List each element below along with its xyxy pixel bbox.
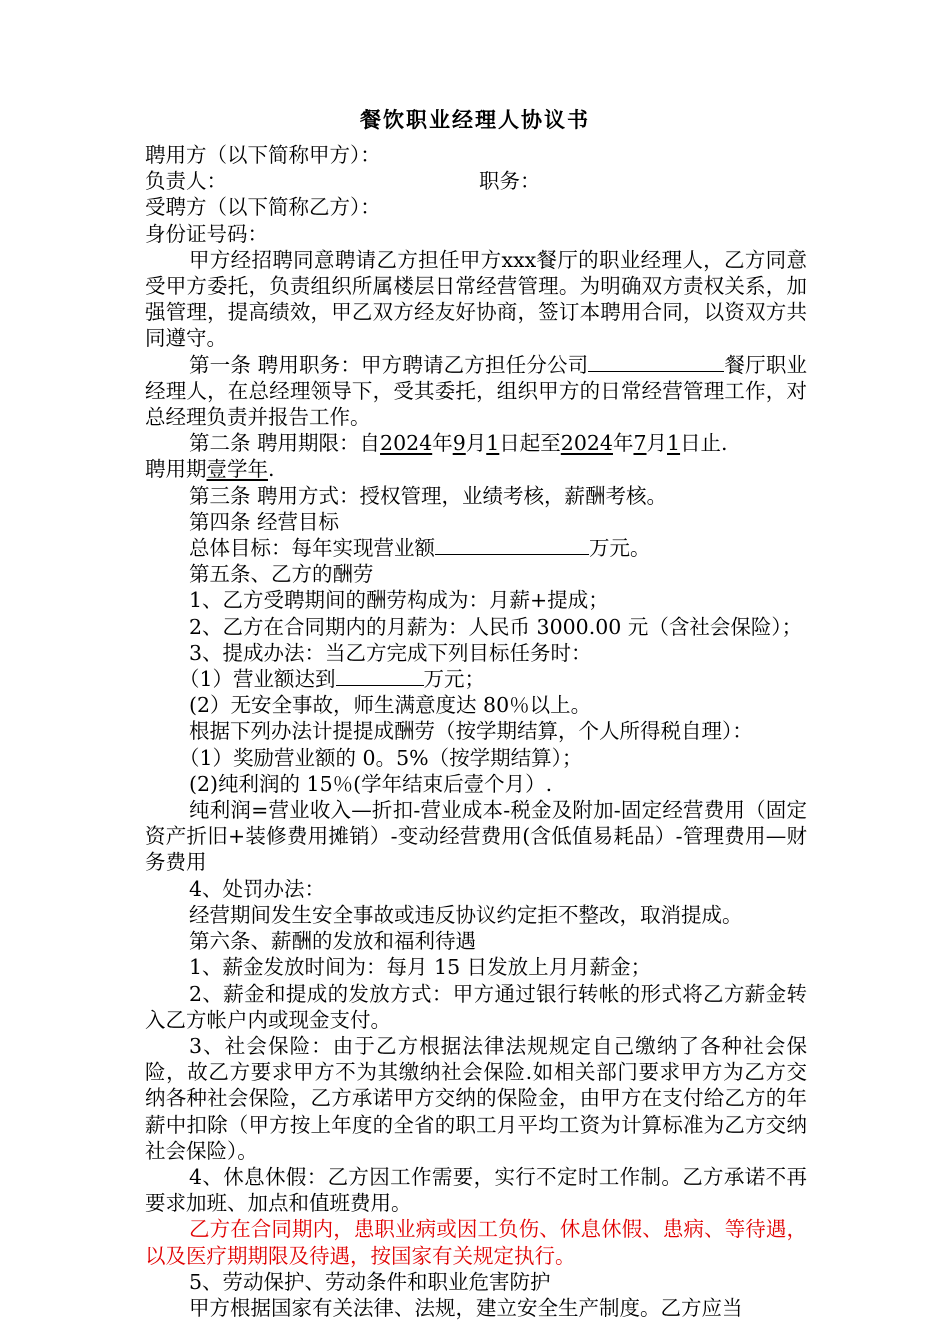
article-2-text: 日起至 (499, 431, 561, 456)
article-5-item-2: 2、乙方在合同期内的月薪为：人民币 3000.00 元（含社会保险）； (189, 614, 803, 639)
article-1-b: 餐厅职业经理人，在总经理领导下，受其委托，组织甲方的日常经营管理工作，对总经理负责并报告工作。 (145, 352, 808, 430)
article-5-item-4: 4、处罚办法： (189, 876, 326, 901)
employer-line: 聘用方（以下简称甲方）： (145, 143, 381, 167)
article-6-item-5: 5、劳动保护、劳动条件和职业危害防护 (189, 1269, 551, 1294)
article-6-item-5-text: 甲方根据国家有关法律、法规，建立安全生产制度。乙方应当 (189, 1295, 743, 1320)
condition-1 (145, 666, 807, 692)
article-5-item-1: 1、乙方受聘期间的酬劳构成为：月薪+提成； (189, 588, 609, 613)
blank-target (336, 667, 424, 686)
article-2-a: 第二条 聘用期限：自 (189, 431, 381, 456)
article-4-goal (145, 535, 807, 561)
start-month: 9 (452, 431, 466, 456)
condition-2: (2）无安全事故，师生满意度达 80％以上。 (189, 693, 592, 718)
condition-1-b: 万元； (423, 667, 486, 692)
responsible-label: 负责人： (145, 169, 227, 194)
article-6-title: 第六条、薪酬的发放和福利待遇 (189, 929, 476, 954)
document-body (145, 142, 807, 1321)
blank-branch (588, 353, 724, 372)
penalty-text: 经营期间发生安全事故或违反协议约定拒不整改，取消提成。 (189, 902, 743, 927)
goal-unit: 万元。 (589, 536, 651, 561)
period-end: . (268, 457, 275, 482)
article-2 (145, 430, 807, 456)
position-label: 职务： (479, 169, 541, 194)
reward-2: (2)纯利润的 15％(学年结束后壹个月）. (189, 771, 553, 796)
article-3: 第三条 聘用方式：授权管理，业绩考核，薪酬考核。 (189, 483, 668, 508)
profit-formula: 纯利润=营业收入—折扣-营业成本-税金及附加-固定经营费用（固定资产折旧+装修费用摊销）-变动经营费用(含低值易耗品）-管理费用—财务费用 (145, 798, 807, 875)
article-6-item-2: 2、薪金和提成的发放方式：甲方通过银行转帐的形式将乙方薪金转入乙方帐户内或现金支付。 (145, 981, 807, 1032)
responsible-row (145, 168, 807, 194)
calc-method: 根据下列办法计提提成酬劳（按学期结算，个人所得税自理）： (189, 719, 753, 744)
article-2-text: 年 (432, 431, 453, 456)
start-day: 1 (486, 431, 500, 456)
start-year: 2024 (380, 431, 433, 456)
employee-line: 受聘方（以下简称乙方）： (145, 195, 381, 220)
article-6-item-1: 1、薪金发放时间为：每月 15 日发放上月月薪金； (189, 955, 652, 980)
id-number-line: 身份证号码： (145, 221, 268, 246)
condition-1-a: （1）营业额达到 (179, 667, 336, 692)
article-2-text: 月 (465, 431, 487, 456)
goal-label: 总体目标：每年实现营业额 (189, 536, 435, 561)
period-value: 壹学年 (206, 457, 268, 482)
document-title: 餐饮职业经理人协议书 (360, 107, 590, 132)
end-year: 2024 (560, 431, 613, 456)
article-6-highlight: 乙方在合同期内，患职业病或因工负伤、休息休假、患病、等待遇，以及医疗期期限及待遇，按国家有关规定执行。 (145, 1217, 807, 1268)
article-4-title: 第四条 经营目标 (189, 509, 340, 534)
article-1-a: 第一条 聘用职务：甲方聘请乙方担任分公司 (189, 352, 589, 377)
article-2-period (145, 456, 807, 482)
intro-paragraph: 甲方经招聘同意聘请乙方担任甲方xxx餐厅的职业经理人，乙方同意受甲方委托，负责组织所属楼层日常经营管理。为明确双方责权关系，加强管理，提高绩效，甲乙双方经友好协商，签订本聘用合同，以资双方共同遵守。 (145, 247, 807, 351)
article-2-text: 年 (612, 431, 634, 456)
reward-1: （1）奖励营业额的 0。5%（按学期结算）； (179, 745, 583, 770)
article-6-item-3: 3、社会保险：由于乙方根据法律法规规定自己缴纳了各种社会保险，故乙方要求甲方不为其缴纳社会保险.如相关部门要求甲方为乙方交纳各种社会保险，乙方承诺甲方交纳的保险金，由甲方在支付给乙方的年薪中扣除（甲方按上年度的全省的职工月平均工资为计算标准为乙方交纳社会保险）。 (145, 1033, 807, 1163)
period-label: 聘用期 (145, 457, 207, 482)
end-month: 7 (633, 431, 647, 456)
blank-revenue (435, 536, 589, 555)
article-5-title: 第五条、乙方的酬劳 (189, 562, 374, 587)
article-1 (145, 352, 807, 431)
article-5-item-3: 3、提成办法：当乙方完成下列目标任务时： (189, 640, 592, 665)
article-2-text: 日止. (680, 431, 728, 456)
article-6-item-4: 4、休息休假：乙方因工作需要，实行不定时工作制。乙方承诺不再要求加班、加点和值班费用。 (145, 1164, 807, 1216)
article-2-text: 月 (646, 431, 668, 456)
end-day: 1 (667, 431, 681, 456)
